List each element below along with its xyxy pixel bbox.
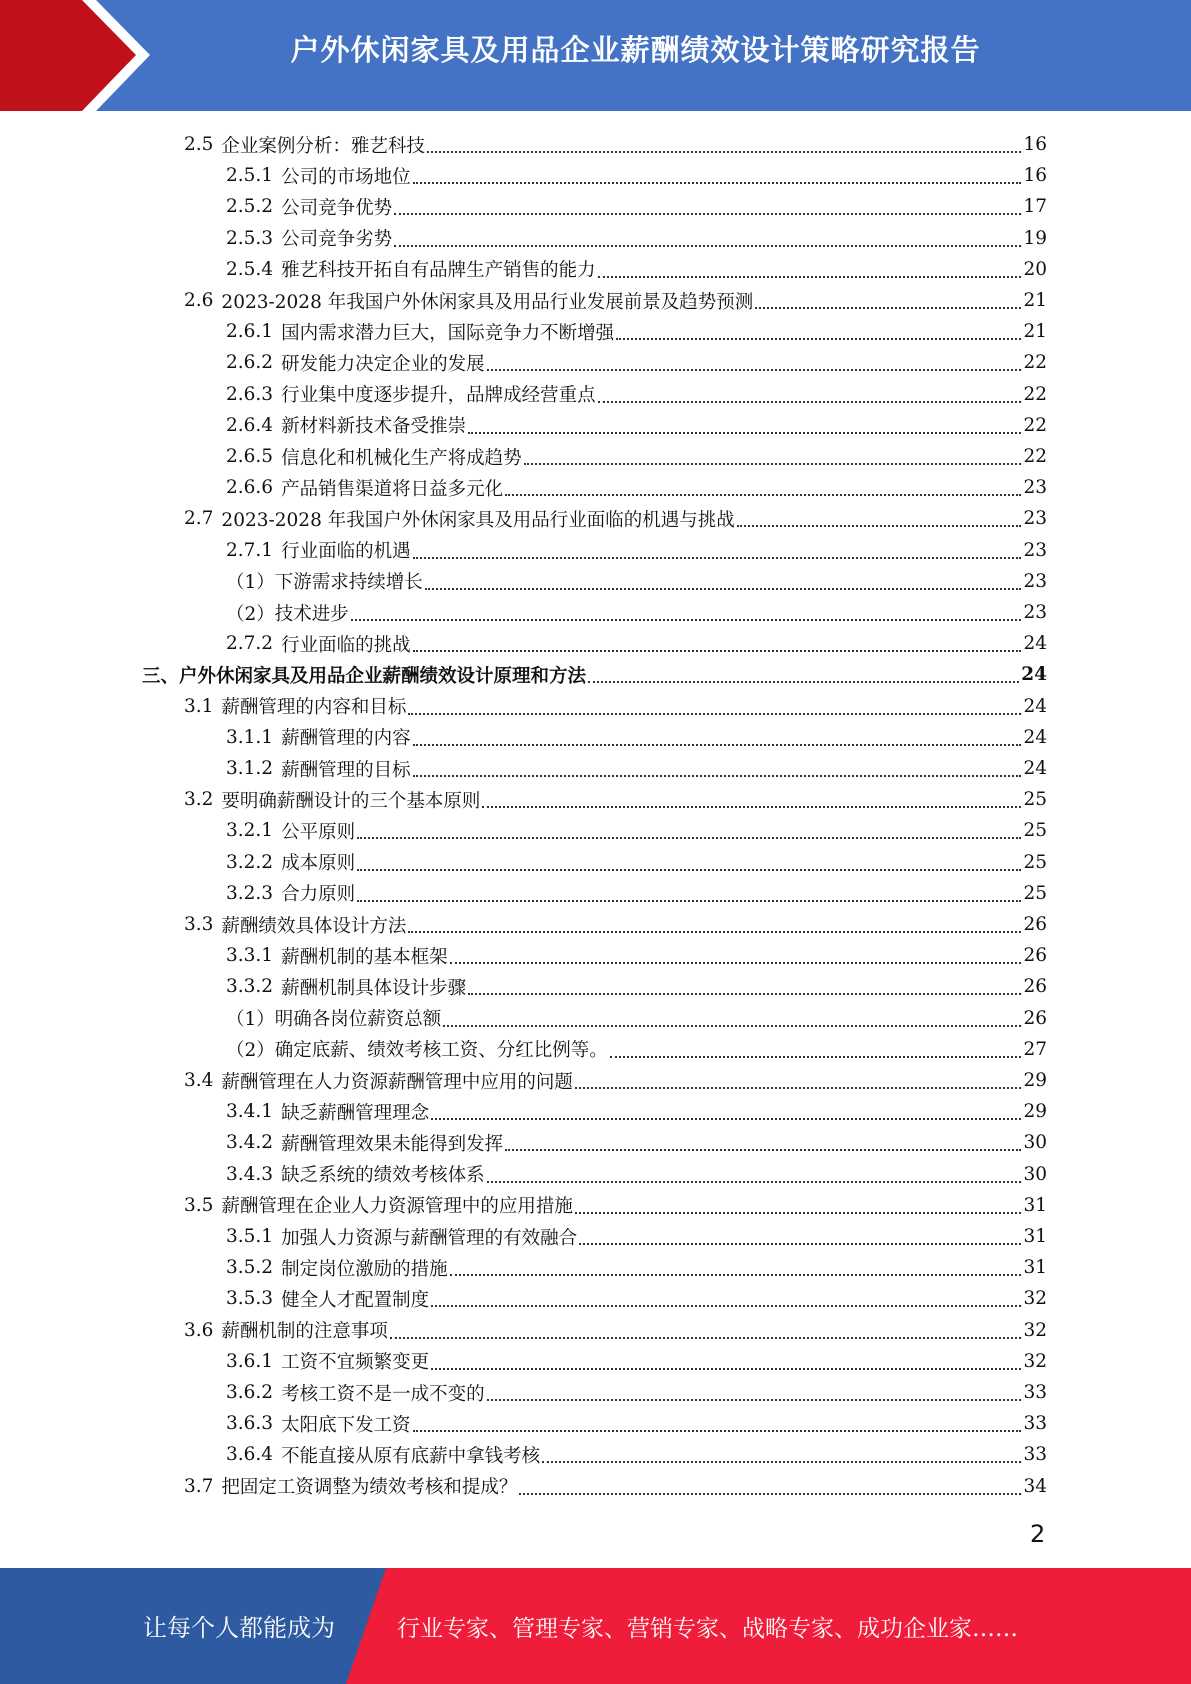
toc-entry-page: 32 (1023, 1350, 1047, 1372)
toc-entry[interactable] (226, 347, 1047, 378)
toc-entry-page: 34 (1023, 1475, 1047, 1497)
toc-entry-title: 公平原则 (281, 821, 356, 843)
toc-entry[interactable] (226, 191, 1047, 222)
toc-entry-number: 3.5.2 (226, 1257, 274, 1279)
toc-entry-title: 工资不宜频繁变更 (281, 1352, 430, 1374)
toc-dot-leader (394, 244, 1021, 247)
toc-entry-title: 薪酬管理效果未能得到发挥 (281, 1133, 504, 1155)
toc-entry-number: 2.7.2 (226, 633, 274, 655)
toc-dot-leader (413, 556, 1022, 559)
toc-entry-page: 25 (1023, 851, 1047, 873)
toc-entry-number: 3.1.2 (226, 758, 274, 779)
toc-entry-page: 33 (1023, 1444, 1047, 1466)
header-bar (0, 0, 1191, 111)
toc-entry-number: 3.6.2 (226, 1382, 274, 1403)
toc-dot-leader (425, 587, 1022, 590)
toc-entry-title: 合力原则 (281, 884, 356, 906)
toc-entry-number: 3.2.3 (226, 882, 274, 904)
toc-entry-number: 3.5.1 (226, 1226, 274, 1247)
toc-entry-page: 32 (1023, 1319, 1047, 1341)
toc-entry[interactable] (226, 254, 1047, 285)
toc-dot-leader (450, 961, 1022, 964)
toc-entry-number: 2.5.3 (226, 227, 274, 249)
toc-entry-number: 3.2.1 (226, 820, 274, 842)
toc-entry-title: 薪酬管理的目标 (281, 759, 411, 781)
toc-entry[interactable] (226, 971, 1047, 1002)
toc-entry-page: 27 (1023, 1038, 1047, 1060)
toc-entry-title: 薪酬管理在企业人力资源管理中的应用措施 (221, 1196, 573, 1218)
toc-entry[interactable] (226, 628, 1047, 659)
toc-entry-number: 2.6.6 (226, 477, 274, 499)
toc-entry-title: 公司的市场地位 (281, 166, 411, 188)
toc-entry-title: 薪酬管理的内容和目标 (221, 697, 407, 719)
toc-entry[interactable] (226, 1377, 1047, 1408)
toc-dot-leader (524, 462, 1022, 465)
toc-dot-leader (413, 649, 1022, 652)
toc-dot-leader (413, 774, 1022, 777)
toc-entry-title: 信息化和机械化生产将成趋势 (281, 447, 522, 469)
toc-entry-number: 3.7 (184, 1475, 214, 1497)
toc-entry-number: 2.5 (184, 134, 214, 155)
toc-entry[interactable] (226, 722, 1047, 753)
toc-entry-number: 3.3.2 (226, 976, 274, 998)
toc-entry-page: 25 (1023, 882, 1047, 904)
toc-dot-leader (588, 680, 1019, 683)
toc-entry[interactable] (226, 1096, 1047, 1127)
toc-entry[interactable] (142, 659, 1047, 690)
toc-entry-title: 薪酬机制的基本框架 (281, 946, 448, 968)
toc-entry-page: 26 (1023, 914, 1047, 935)
toc-entry-title: 薪酬管理在人力资源薪酬管理中应用的问题 (221, 1071, 573, 1093)
toc-entry-page: 24 (1023, 758, 1047, 779)
toc-entry-title: 薪酬机制的注意事项 (221, 1321, 388, 1343)
toc-entry[interactable] (226, 1346, 1047, 1377)
toc-entry-title: 行业集中度逐步提升，品牌成经营重点 (281, 385, 596, 407)
toc-entry-number: 2.5.1 (226, 165, 274, 187)
toc-entry-title: 新材料新技术备受推崇 (281, 416, 467, 438)
toc-dot-leader (443, 1024, 1021, 1027)
toc-entry[interactable] (184, 1471, 1047, 1502)
toc-entry[interactable] (226, 566, 1047, 597)
toc-entry-page: 16 (1023, 134, 1047, 155)
toc-entry[interactable] (226, 1252, 1047, 1283)
toc-dot-leader (351, 618, 1022, 621)
toc-entry[interactable] (226, 1221, 1047, 1252)
toc-entry[interactable] (226, 847, 1047, 878)
toc-entry-number: 3.6.1 (226, 1350, 274, 1372)
toc-dot-leader (487, 1398, 1022, 1401)
toc-entry-title: 产品销售渠道将日益多元化 (281, 478, 504, 500)
toc-entry-page: 21 (1023, 321, 1047, 343)
toc-dot-leader (542, 1460, 1021, 1463)
toc-entry-page: 24 (1023, 695, 1047, 717)
toc-entry-number: 2.6 (184, 290, 214, 311)
toc-entry[interactable] (226, 223, 1047, 254)
toc-dot-leader (413, 1429, 1022, 1432)
toc-entry[interactable] (226, 878, 1047, 909)
toc-entry-title: 薪酬管理的内容 (281, 728, 411, 750)
toc-entry-title: （2）确定底薪、绩效考核工资、分红比例等。 (226, 1040, 608, 1062)
toc-dot-leader (610, 1055, 1022, 1058)
toc-entry-title: 缺乏系统的绩效考核体系 (281, 1165, 485, 1187)
toc-entry-number: 3.4.3 (226, 1163, 274, 1185)
toc-entry[interactable] (184, 1315, 1047, 1346)
toc-entry-number: 2.5.2 (226, 196, 274, 218)
toc-entry[interactable] (226, 1034, 1047, 1065)
toc-entry-page: 33 (1023, 1382, 1047, 1403)
toc-entry-page: 26 (1023, 1007, 1047, 1029)
toc-entry[interactable] (226, 1003, 1047, 1034)
footer-slogan-left: 让每个人都能成为 (143, 1614, 335, 1642)
toc-entry-number: 2.6.5 (226, 446, 274, 467)
toc-dot-leader (487, 368, 1022, 371)
toc-dot-leader (616, 337, 1021, 340)
toc-dot-leader (487, 1180, 1022, 1183)
page-number: 2 (1030, 1520, 1046, 1548)
footer-slogan-right: 行业专家、管理专家、营销专家、战略专家、成功企业家…… (397, 1616, 1018, 1642)
toc-entry[interactable] (184, 129, 1047, 160)
toc-entry-title: 薪酬机制具体设计步骤 (281, 977, 467, 999)
toc-entry-title: 制定岗位激励的措施 (281, 1258, 448, 1280)
toc-entry-page: 29 (1023, 1101, 1047, 1123)
toc-entry[interactable] (184, 503, 1047, 534)
toc-dot-leader (431, 1117, 1021, 1120)
toc-entry-title: 健全人才配置制度 (281, 1289, 430, 1311)
toc-entry-page: 22 (1023, 383, 1047, 405)
toc-entry-number: 2.7 (184, 508, 214, 530)
toc-entry-number: 2.6.1 (226, 321, 274, 343)
toc-entry-title: 成本原则 (281, 853, 356, 875)
toc-entry-page: 31 (1023, 1226, 1047, 1247)
toc-entry-title: 太阳底下发工资 (281, 1414, 411, 1436)
toc-entry-page: 23 (1023, 477, 1047, 499)
toc-entry-page: 30 (1023, 1163, 1047, 1185)
toc-entry[interactable] (226, 940, 1047, 971)
toc-entry-title: 不能直接从原有底薪中拿钱考核 (281, 1445, 541, 1467)
toc-dot-leader (357, 868, 1021, 871)
toc-entry[interactable] (226, 597, 1047, 628)
toc-entry[interactable] (226, 535, 1047, 566)
toc-entry-number: 2.6.2 (226, 352, 274, 374)
toc-entry[interactable] (226, 1283, 1047, 1314)
toc-entry-title: 把固定工资调整为绩效考核和提成？ (221, 1477, 518, 1499)
toc-entry-title: 要明确薪酬设计的三个基本原则 (221, 790, 481, 812)
toc-entry-number: 3.2.2 (226, 851, 274, 873)
toc-entry-number: 2.6.4 (226, 414, 274, 436)
toc-entry-number: 2.5.4 (226, 258, 274, 280)
toc-entry[interactable] (226, 1127, 1047, 1158)
toc-entry[interactable] (184, 691, 1047, 722)
toc-entry-page: 25 (1023, 820, 1047, 842)
toc-entry[interactable] (226, 753, 1047, 784)
toc-dot-leader (598, 400, 1022, 403)
toc-dot-leader (575, 1211, 1022, 1214)
toc-entry-page: 23 (1023, 570, 1047, 592)
toc-entry[interactable] (226, 379, 1047, 410)
toc-entry-title: （1）下游需求持续增长 (226, 572, 423, 594)
toc-dot-leader (394, 212, 1021, 215)
toc-entry-page: 20 (1023, 258, 1047, 280)
toc-dot-leader (408, 712, 1021, 715)
toc-entry-page: 24 (1023, 726, 1047, 748)
toc-entry[interactable] (226, 1159, 1047, 1190)
toc-entry[interactable] (226, 160, 1047, 191)
toc-entry-number: 3.3.1 (226, 945, 274, 967)
toc-dot-leader (427, 150, 1022, 153)
report-title: 户外休闲家具及用品企业薪酬绩效设计策略研究报告 (290, 33, 981, 67)
toc-dot-leader (579, 1242, 1021, 1245)
toc-entry[interactable] (226, 410, 1047, 441)
toc-entry[interactable] (184, 1065, 1047, 1096)
toc-entry-number: 3.4.2 (226, 1132, 274, 1154)
toc-entry-number: 3.1 (184, 695, 214, 717)
toc-dot-leader (737, 524, 1022, 527)
toc-entry-title: （1）明确各岗位薪资总额 (226, 1009, 442, 1031)
toc-entry-page: 24 (1023, 633, 1047, 655)
toc-entry-page: 17 (1023, 196, 1047, 218)
toc-entry-title: 三、户外休闲家具及用品企业薪酬绩效设计原理和方法 (142, 665, 587, 687)
toc-entry-page: 23 (1023, 539, 1047, 561)
toc-entry-title: 研发能力决定企业的发展 (281, 353, 485, 375)
toc-entry-title: 公司竞争劣势 (281, 229, 393, 251)
toc-entry-page: 32 (1023, 1288, 1047, 1310)
toc-dot-leader (408, 930, 1021, 933)
toc-entry-title: 雅艺科技开拓自有品牌生产销售的能力 (281, 260, 596, 282)
toc-dot-leader (357, 899, 1021, 902)
toc-entry[interactable] (184, 1190, 1047, 1221)
toc-dot-leader (505, 1148, 1021, 1151)
toc-dot-leader (413, 181, 1022, 184)
toc-entry[interactable] (226, 1408, 1047, 1439)
toc-entry-title: 薪酬绩效具体设计方法 (221, 915, 407, 937)
toc-entry-title: 行业面临的机遇 (281, 541, 411, 563)
toc-entry-title: 公司竞争优势 (281, 197, 393, 219)
toc-entry-page: 29 (1023, 1070, 1047, 1091)
toc-dot-leader (598, 275, 1022, 278)
toc-entry-number: 3.6 (184, 1319, 214, 1341)
toc-entry-number: 3.5 (184, 1194, 214, 1216)
toc-dot-leader (413, 743, 1022, 746)
toc-entry-number: 3.4.1 (226, 1101, 274, 1123)
toc-entry-page: 30 (1023, 1132, 1047, 1154)
toc-entry-page: 31 (1023, 1194, 1047, 1216)
toc-entry-title: （2）技术进步 (226, 603, 349, 625)
toc-entry-page: 31 (1023, 1257, 1047, 1279)
toc-entry-number: 3.1.1 (226, 726, 274, 748)
toc-entry-page: 22 (1023, 352, 1047, 374)
toc-entry-page: 22 (1023, 414, 1047, 436)
toc-entry-page: 23 (1023, 508, 1047, 530)
toc-dot-leader (519, 1492, 1021, 1495)
toc-dot-leader (468, 992, 1021, 995)
toc-entry-page: 25 (1023, 789, 1047, 811)
toc-dot-leader (390, 1336, 1022, 1339)
toc-entry-page: 21 (1023, 290, 1047, 311)
toc-entry-page: 23 (1023, 602, 1047, 623)
toc-entry-title: 企业案例分析：雅艺科技 (221, 135, 425, 157)
toc-entry-number: 2.6.3 (226, 383, 274, 405)
toc-entry-page: 22 (1023, 446, 1047, 467)
toc-entry-title: 国内需求潜力巨大，国际竞争力不断增强 (281, 322, 615, 344)
toc-entry-title: 加强人力资源与薪酬管理的有效融合 (281, 1227, 578, 1249)
toc-entry-number: 3.6.3 (226, 1413, 274, 1435)
toc-dot-leader (431, 1304, 1021, 1307)
toc-entry-number: 3.6.4 (226, 1444, 274, 1466)
toc-entry-page: 24 (1021, 664, 1047, 686)
toc-entry[interactable] (184, 909, 1047, 940)
toc-entry[interactable] (184, 784, 1047, 815)
toc-entry-title: 行业面临的挑战 (281, 634, 411, 656)
toc-entry-title: 2023-2028 年我国户外休闲家具及用品行业发展前景及趋势预测 (221, 291, 754, 313)
toc-dot-leader (468, 431, 1021, 434)
toc-dot-leader (505, 493, 1021, 496)
toc-entry-number: 3.3 (184, 914, 214, 935)
toc-dot-leader (450, 1273, 1022, 1276)
toc-entry-title: 2023-2028 年我国户外休闲家具及用品行业面临的机遇与挑战 (221, 509, 735, 531)
toc-entry-number: 3.5.3 (226, 1288, 274, 1310)
toc-entry[interactable] (226, 472, 1047, 503)
toc-entry-number: 3.2 (184, 789, 214, 811)
toc-entry-title: 缺乏薪酬管理理念 (281, 1102, 430, 1124)
toc-entry[interactable] (226, 441, 1047, 472)
toc-entry-page: 16 (1023, 165, 1047, 187)
toc-entry-page: 26 (1023, 976, 1047, 998)
toc-dot-leader (482, 805, 1021, 808)
toc-entry[interactable] (226, 815, 1047, 846)
toc-dot-leader (755, 306, 1021, 309)
toc-dot-leader (357, 836, 1021, 839)
toc-entry-page: 26 (1023, 945, 1047, 967)
toc-entry[interactable] (226, 1439, 1047, 1470)
toc-entry-title: 考核工资不是一成不变的 (281, 1383, 485, 1405)
footer-banner (0, 1568, 1191, 1684)
toc-entry-page: 33 (1023, 1413, 1047, 1435)
toc-entry-page: 19 (1023, 227, 1047, 249)
toc-entry-number: 2.7.1 (226, 539, 274, 561)
toc-entry-number: 3.4 (184, 1070, 214, 1091)
toc-entry[interactable] (184, 285, 1047, 316)
toc-entry[interactable] (226, 316, 1047, 347)
toc-dot-leader (575, 1086, 1022, 1089)
toc-dot-leader (431, 1367, 1021, 1370)
